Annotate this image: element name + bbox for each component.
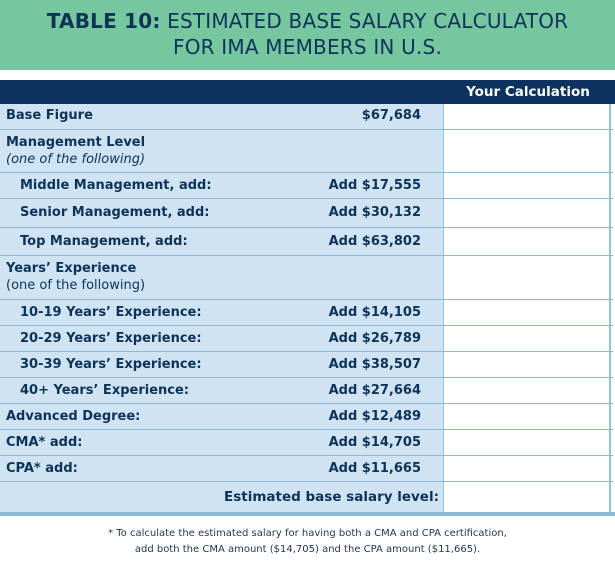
row-value: Add $12,489 bbox=[328, 409, 421, 424]
estimated-salary-label: Estimated base salary level: bbox=[224, 489, 439, 505]
row-label: Base Figure bbox=[6, 108, 93, 123]
table-title-line-2: FOR IMA MEMBERS IN U.S. bbox=[172, 35, 442, 59]
row-sublabel: (one of the following) bbox=[6, 152, 146, 167]
calculation-input-years-experience[interactable] bbox=[443, 256, 611, 299]
calculation-input-40-plus-years[interactable] bbox=[443, 378, 611, 403]
table-row-base-figure bbox=[0, 104, 613, 130]
calculation-input-senior-management[interactable] bbox=[443, 199, 611, 227]
table-row-10-19-years bbox=[0, 300, 613, 326]
calculation-input-cpa[interactable] bbox=[443, 456, 611, 481]
row-label: Top Management, add: bbox=[20, 234, 188, 249]
row-value: Add $11,665 bbox=[328, 461, 421, 476]
calculation-input-top-management[interactable] bbox=[443, 228, 611, 255]
calculation-input-management-level[interactable] bbox=[443, 130, 611, 172]
calculation-input-middle-management[interactable] bbox=[443, 173, 611, 198]
row-label: Management Level (one of the following) bbox=[6, 135, 146, 167]
table-number: TABLE 10: bbox=[46, 9, 161, 33]
row-value: $67,684 bbox=[361, 108, 421, 123]
row-label: Years’ Experience (one of the following) bbox=[6, 261, 146, 293]
row-value: Add $26,789 bbox=[328, 331, 421, 346]
table-row-management-level bbox=[0, 130, 613, 173]
row-value: Add $17,555 bbox=[328, 178, 421, 193]
row-sublabel: (one of the following) bbox=[6, 278, 146, 293]
row-label: Advanced Degree: bbox=[6, 409, 141, 424]
table-title-line-1 bbox=[0, 8, 615, 34]
row-value: Add $14,705 bbox=[328, 435, 421, 450]
table-title-band bbox=[0, 0, 615, 70]
calculation-input-10-19-years[interactable] bbox=[443, 300, 611, 325]
table-row-middle-management bbox=[0, 173, 613, 199]
table-row-cpa bbox=[0, 456, 613, 482]
table-row-30-39-years bbox=[0, 352, 613, 378]
calculation-input-base-figure[interactable] bbox=[443, 104, 611, 129]
table-row-estimated-total bbox=[0, 482, 613, 513]
table-row-advanced-degree bbox=[0, 404, 613, 430]
row-label: 20-29 Years’ Experience: bbox=[20, 331, 202, 346]
row-value: Add $30,132 bbox=[328, 205, 421, 220]
footnote-line-2: add both the CMA amount ($14,705) and the CPA amount ($11,665). bbox=[134, 544, 481, 555]
calculation-input-30-39-years[interactable] bbox=[443, 352, 611, 377]
row-label: 30-39 Years’ Experience: bbox=[20, 357, 202, 372]
table-row-20-29-years bbox=[0, 326, 613, 352]
calculation-input-estimated-total[interactable] bbox=[443, 482, 611, 513]
table-row-cma bbox=[0, 430, 613, 456]
row-value: Add $38,507 bbox=[328, 357, 421, 372]
row-label: 40+ Years’ Experience: bbox=[20, 383, 189, 398]
table-row-senior-management bbox=[0, 199, 613, 228]
row-label: Middle Management, add: bbox=[20, 178, 212, 193]
table-bottom-rule bbox=[0, 512, 615, 516]
row-value: Add $27,664 bbox=[328, 383, 421, 398]
table-title-text: ESTIMATED BASE SALARY CALCULATOR bbox=[160, 9, 569, 33]
salary-table bbox=[0, 104, 613, 513]
footnote-line-1: * To calculate the estimated salary for having both a CMA and CPA certification, bbox=[108, 528, 507, 539]
row-label: CMA* add: bbox=[6, 435, 83, 450]
table-header bbox=[0, 80, 615, 104]
calculation-input-20-29-years[interactable] bbox=[443, 326, 611, 351]
row-value: Add $14,105 bbox=[328, 305, 421, 320]
footnote bbox=[0, 526, 615, 558]
calculation-input-cma[interactable] bbox=[443, 430, 611, 455]
calculation-input-advanced-degree[interactable] bbox=[443, 404, 611, 429]
your-calculation-header: Your Calculation bbox=[466, 84, 590, 100]
table-row-40-plus-years bbox=[0, 378, 613, 404]
table-row-years-experience bbox=[0, 256, 613, 300]
row-label: Senior Management, add: bbox=[20, 205, 210, 220]
row-value: Add $63,802 bbox=[328, 234, 421, 249]
row-label: CPA* add: bbox=[6, 461, 78, 476]
row-label: 10-19 Years’ Experience: bbox=[20, 305, 202, 320]
table-row-top-management bbox=[0, 228, 613, 256]
